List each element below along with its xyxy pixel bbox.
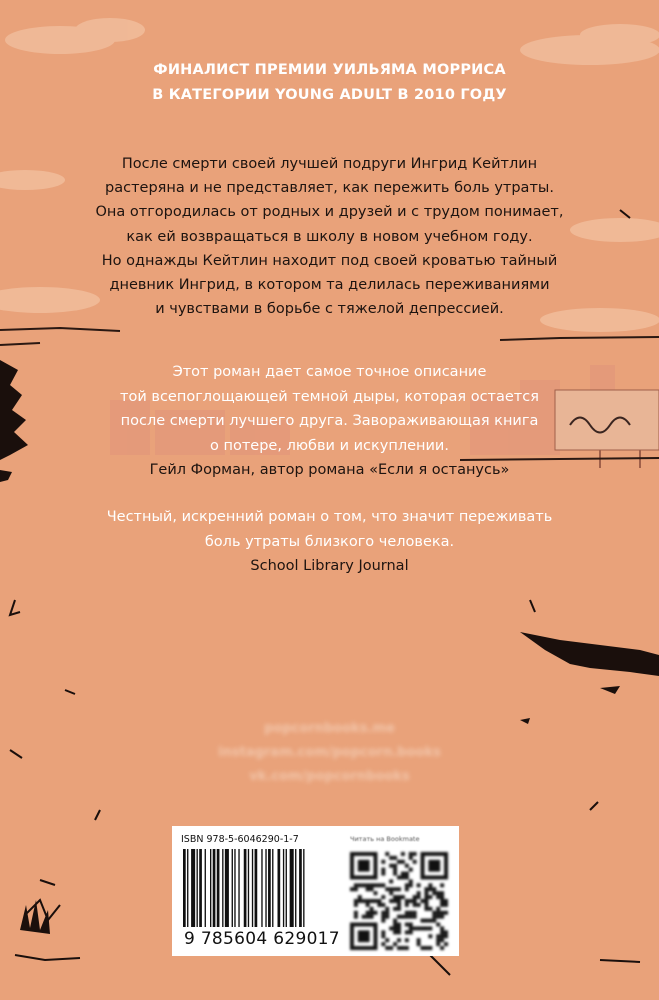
qr-caption: Читать на Bookmate <box>350 835 420 843</box>
instagram-link[interactable]: instagram.com/popcorn.books <box>218 745 441 760</box>
description-line: и чувствами в борьбе с тяжелой депрессией. <box>155 301 504 318</box>
isbn-label: ISBN 978-5-6046290-1-7 <box>181 834 299 845</box>
review-quote-slj <box>0 505 659 579</box>
book-description <box>0 152 659 321</box>
headline-line: В КАТЕГОРИИ YOUNG ADULT В 2010 ГОДУ <box>152 87 507 103</box>
website-link[interactable]: popcornbooks.me <box>264 721 395 736</box>
description-line: Но однажды Кейтлин находит под своей кроватью тайный <box>101 252 558 269</box>
description-line: После смерти своей лучшей подруги Ингрид Кейтлин <box>121 156 538 172</box>
description-line: как ей возвращаться в школу в новом учебном году. <box>126 228 533 245</box>
quote-line: боль утраты близкого человека. <box>204 533 455 550</box>
qr-code-icon[interactable] <box>350 852 448 950</box>
barcode-icon <box>181 849 341 929</box>
review-quote-forman <box>0 360 659 483</box>
quote-line: о потере, любви и искуплении. <box>210 437 449 454</box>
headline-line: ФИНАЛИСТ ПРЕМИИ УИЛЬЯМА МОРРИСА <box>153 62 506 78</box>
description-line: дневник Ингрид, в котором та делилась переживаниями <box>109 277 550 294</box>
vk-link[interactable]: vk.com/popcornbooks <box>249 769 410 784</box>
isbn-digits: 9 785604 629017 <box>184 929 340 949</box>
description-line: Она отгородилась от родных и друзей и с трудом понимает, <box>95 204 564 221</box>
publisher-links <box>0 717 659 789</box>
quote-attribution: Гейл Форман, автор романа «Если я останусь» <box>149 462 510 478</box>
quote-line: Честный, искренний роман о том, что значит переживать <box>106 509 553 525</box>
quote-attribution: School Library Journal <box>250 558 409 574</box>
award-headline <box>0 58 659 108</box>
barcode-panel <box>172 826 459 956</box>
description-line: растеряна и не представляет, как пережить боль утраты. <box>105 180 554 197</box>
quote-line: той всепоглощающей темной дыры, которая остается <box>120 388 539 405</box>
quote-line: после смерти лучшего друга. Завораживающая книга <box>120 413 539 429</box>
quote-line: Этот роман дает самое точное описание <box>172 364 487 380</box>
